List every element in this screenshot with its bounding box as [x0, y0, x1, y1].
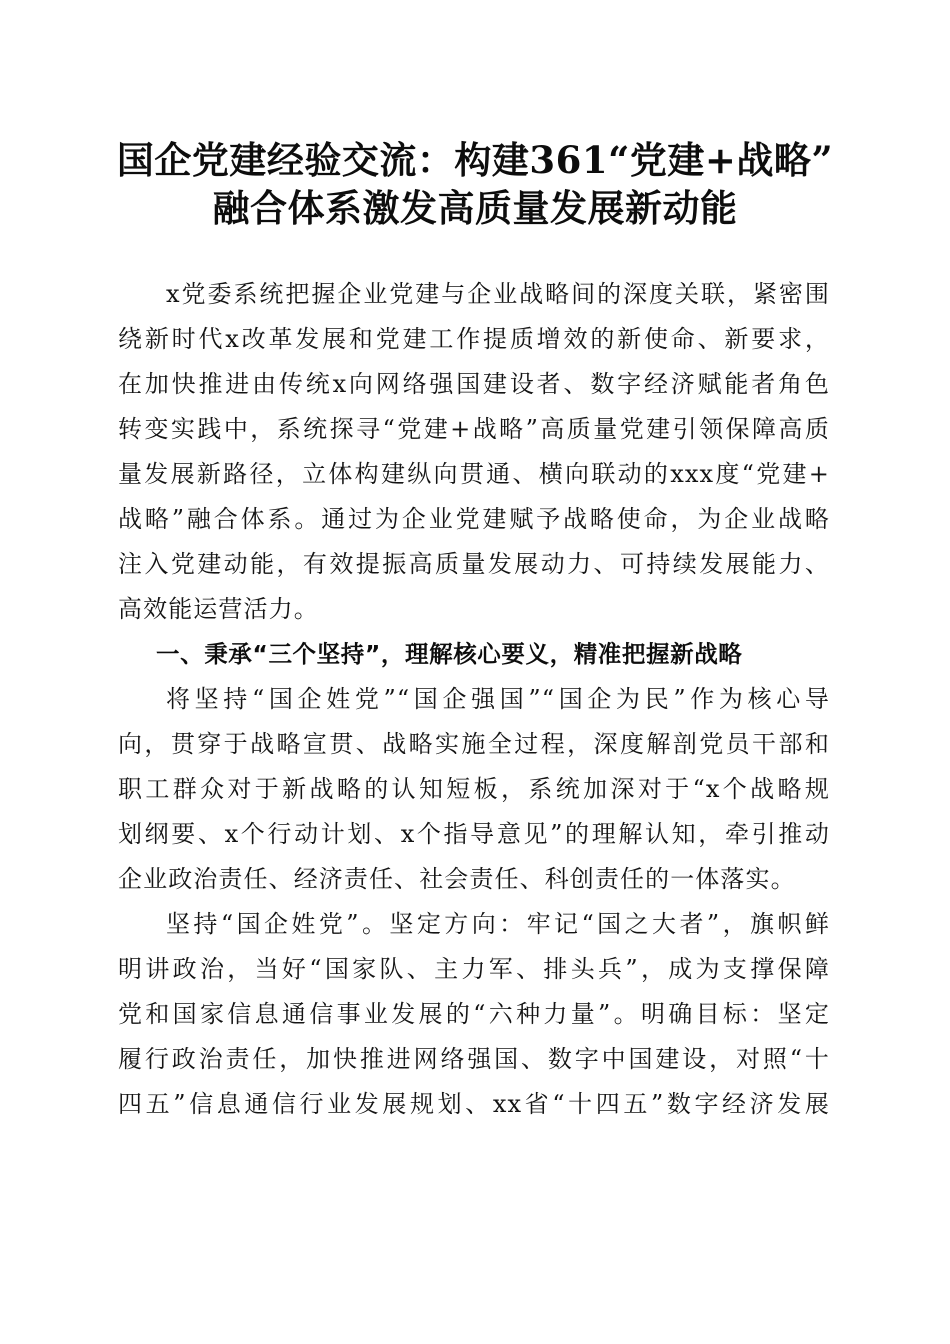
- paragraph-line: 明讲政治，当好“国家队、主力军、排头兵”，成为支撑保障: [118, 955, 830, 983]
- paragraph-line: 职工群众对于新战略的认知短板，系统加深对于“x个战略规: [118, 775, 830, 803]
- paragraph-party-leadership: [118, 902, 830, 1127]
- paragraph-line: 高效能运营活力。: [118, 595, 319, 623]
- paragraph-line: 履行政治责任，加快推进网络强国、数字中国建设，对照“十: [118, 1045, 830, 1073]
- paragraph-line: x党委系统把握企业党建与企业战略间的深度关联，紧密围: [166, 280, 830, 308]
- paragraph-line: 向，贯穿于战略宣贯、战略实施全过程，深度解剖党员干部和: [118, 730, 830, 758]
- paragraph-line: 量发展新路径，立体构建纵向贯通、横向联动的xxx度“党建+: [118, 460, 830, 488]
- paragraph-line: 在加快推进由传统x向网络强国建设者、数字经济赋能者角色: [118, 370, 830, 398]
- paragraph-core-guidance: [118, 677, 830, 902]
- paragraph-line: 将坚持“国企姓党”“国企强国”“国企为民”作为核心导: [166, 685, 830, 713]
- paragraph-line: 党和国家信息通信事业发展的“六种力量”。明确目标：坚定: [118, 1000, 830, 1028]
- paragraph-line: 注入党建动能，有效提振高质量发展动力、可持续发展能力、: [118, 550, 830, 578]
- document-body: [118, 272, 830, 1127]
- paragraph-line: 划纲要、x个行动计划、x个指导意见”的理解认知，牵引推动: [118, 820, 830, 848]
- paragraph-intro: [118, 272, 830, 632]
- section-heading: 一、秉承“三个坚持”，理解核心要义，精准把握新战略: [156, 640, 743, 668]
- paragraph-line: 绕新时代x改革发展和党建工作提质增效的新使命、新要求，: [118, 325, 830, 353]
- paragraph-line: 企业政治责任、经济责任、社会责任、科创责任的一体落实。: [118, 865, 796, 893]
- paragraph-line: 战略”融合体系。通过为企业党建赋予战略使命，为企业战略: [118, 505, 830, 533]
- paragraph-line: 坚持“国企姓党”。坚定方向：牢记“国之大者”，旗帜鲜: [166, 910, 830, 938]
- paragraph-line: 四五”信息通信行业发展规划、xx省“十四五”数字经济发展: [118, 1090, 830, 1118]
- document-title-line-1: 国企党建经验交流：构建361“党建+战略”: [116, 138, 834, 182]
- paragraph-line: 转变实践中，系统探寻“党建+战略”高质量党建引领保障高质: [118, 415, 830, 443]
- document-title-line-2: 融合体系激发高质量发展新动能: [212, 186, 738, 230]
